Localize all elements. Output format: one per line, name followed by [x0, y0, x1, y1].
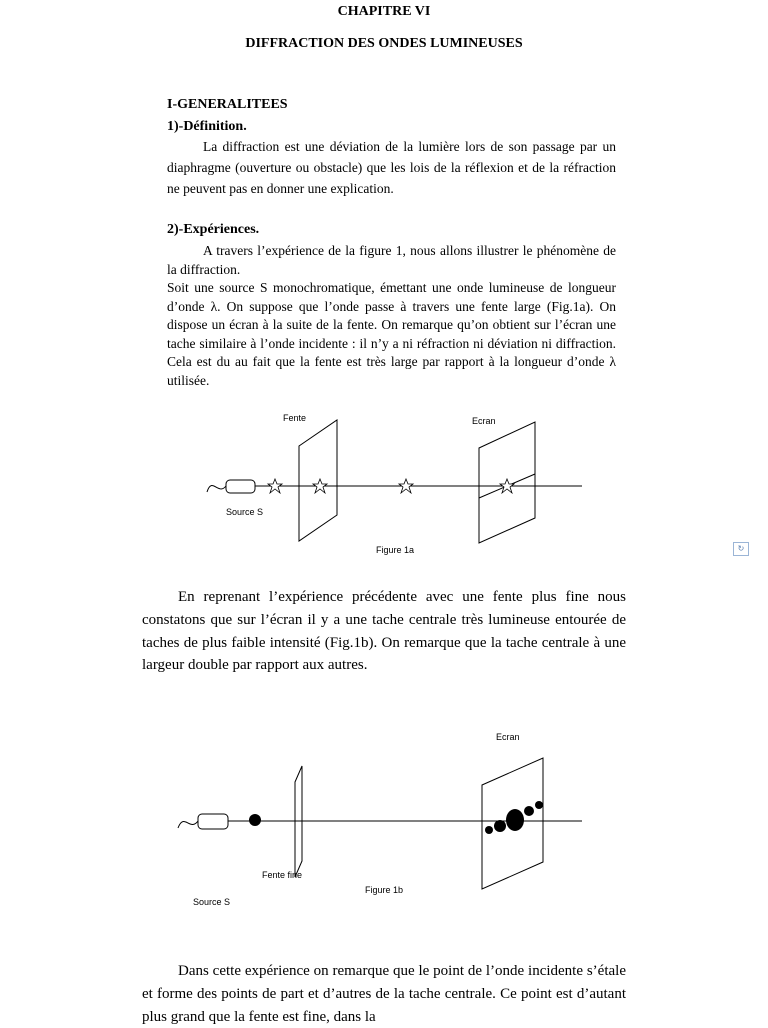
- paragraph-spreading: [142, 960, 626, 1028]
- experiences-paragraph-2: Soit une source S monochromatique, émettant une onde lumineuse de longueur d’onde λ. On suppose que l’onde passe à travers une fente large (Fig.1a). On dispose un écran à la suite de la fente. On remarque qu’on obtient sur l’écran une tache similaire à l’onde incidente : il n’y a ni réfraction ni déviation ni diffraction. Cela est du au fait que la fente est très large par rapport à la longueur d’onde λ utilisée.: [167, 280, 616, 388]
- figure-1a-label-source: Source S: [226, 507, 264, 517]
- figure-1b-label-source: Source S: [193, 897, 231, 907]
- secondary-spot: [494, 820, 506, 832]
- anchor-marker-icon: ↻: [733, 542, 749, 556]
- definition-heading: 1)-Définition.: [167, 119, 247, 134]
- figure-1b-label-fente: Fente fine: [262, 870, 303, 880]
- section-heading-generalites: I-GENERALITEES: [167, 97, 288, 112]
- lamp-icon: [226, 480, 255, 493]
- figure-1a-label-ecran: Ecran: [472, 416, 496, 426]
- lamp-icon: [198, 814, 228, 829]
- source-wave-icon: [178, 821, 198, 828]
- figure-1b-caption: Figure 1b: [365, 885, 404, 895]
- paragraph-fine-slit: [142, 586, 626, 677]
- figure-1b-label-ecran: Ecran: [496, 732, 520, 742]
- star-icon: [399, 479, 413, 493]
- experiences-paragraph-1: [167, 242, 616, 279]
- star-icon: [268, 479, 282, 493]
- source-wave-icon: [207, 486, 226, 492]
- source-point: [249, 814, 261, 826]
- paragraph-spreading-text: Dans cette expérience on remarque que le point de l’onde incidente s’étale et forme des points de part et d’autres de la tache centrale. Ce point est d’autant plus grand que la fente est fine, dans la: [142, 963, 626, 1025]
- slit-plane: [299, 420, 337, 541]
- definition-paragraph: [167, 136, 616, 199]
- chapter-title: DIFFRACTION DES ONDES LUMINEUSES: [245, 36, 523, 51]
- figure-1a-diagram: [0, 400, 768, 565]
- experiences-text-1: A travers l’expérience de la figure 1, nous allons illustrer le phénomène de la diffraction.: [167, 243, 616, 277]
- central-spot: [506, 809, 524, 831]
- definition-text: La diffraction est une déviation de la lumière lors de son passage par un diaphragme (ouverture ou obstacle) que les lois de la réflexion et de la réfraction ne peuvent pas en donner une explication.: [167, 139, 616, 196]
- paragraph-fine-slit-text: En reprenant l’expérience précédente avec une fente plus fine nous constatons que sur l’écran il y a une tache centrale très lumineuse entourée de taches de plus faible intensité (Fig.1b). On remarque que la tache centrale à une largeur double par rapport aux autres.: [142, 589, 626, 674]
- secondary-spot: [524, 806, 534, 816]
- experiences-heading: 2)-Expériences.: [167, 222, 260, 237]
- secondary-spot: [485, 826, 493, 834]
- secondary-spot: [535, 801, 543, 809]
- figure-1a-caption: Figure 1a: [376, 545, 415, 555]
- chapter-number: CHAPITRE VI: [337, 4, 431, 19]
- figure-1a-label-fente: Fente: [283, 413, 307, 423]
